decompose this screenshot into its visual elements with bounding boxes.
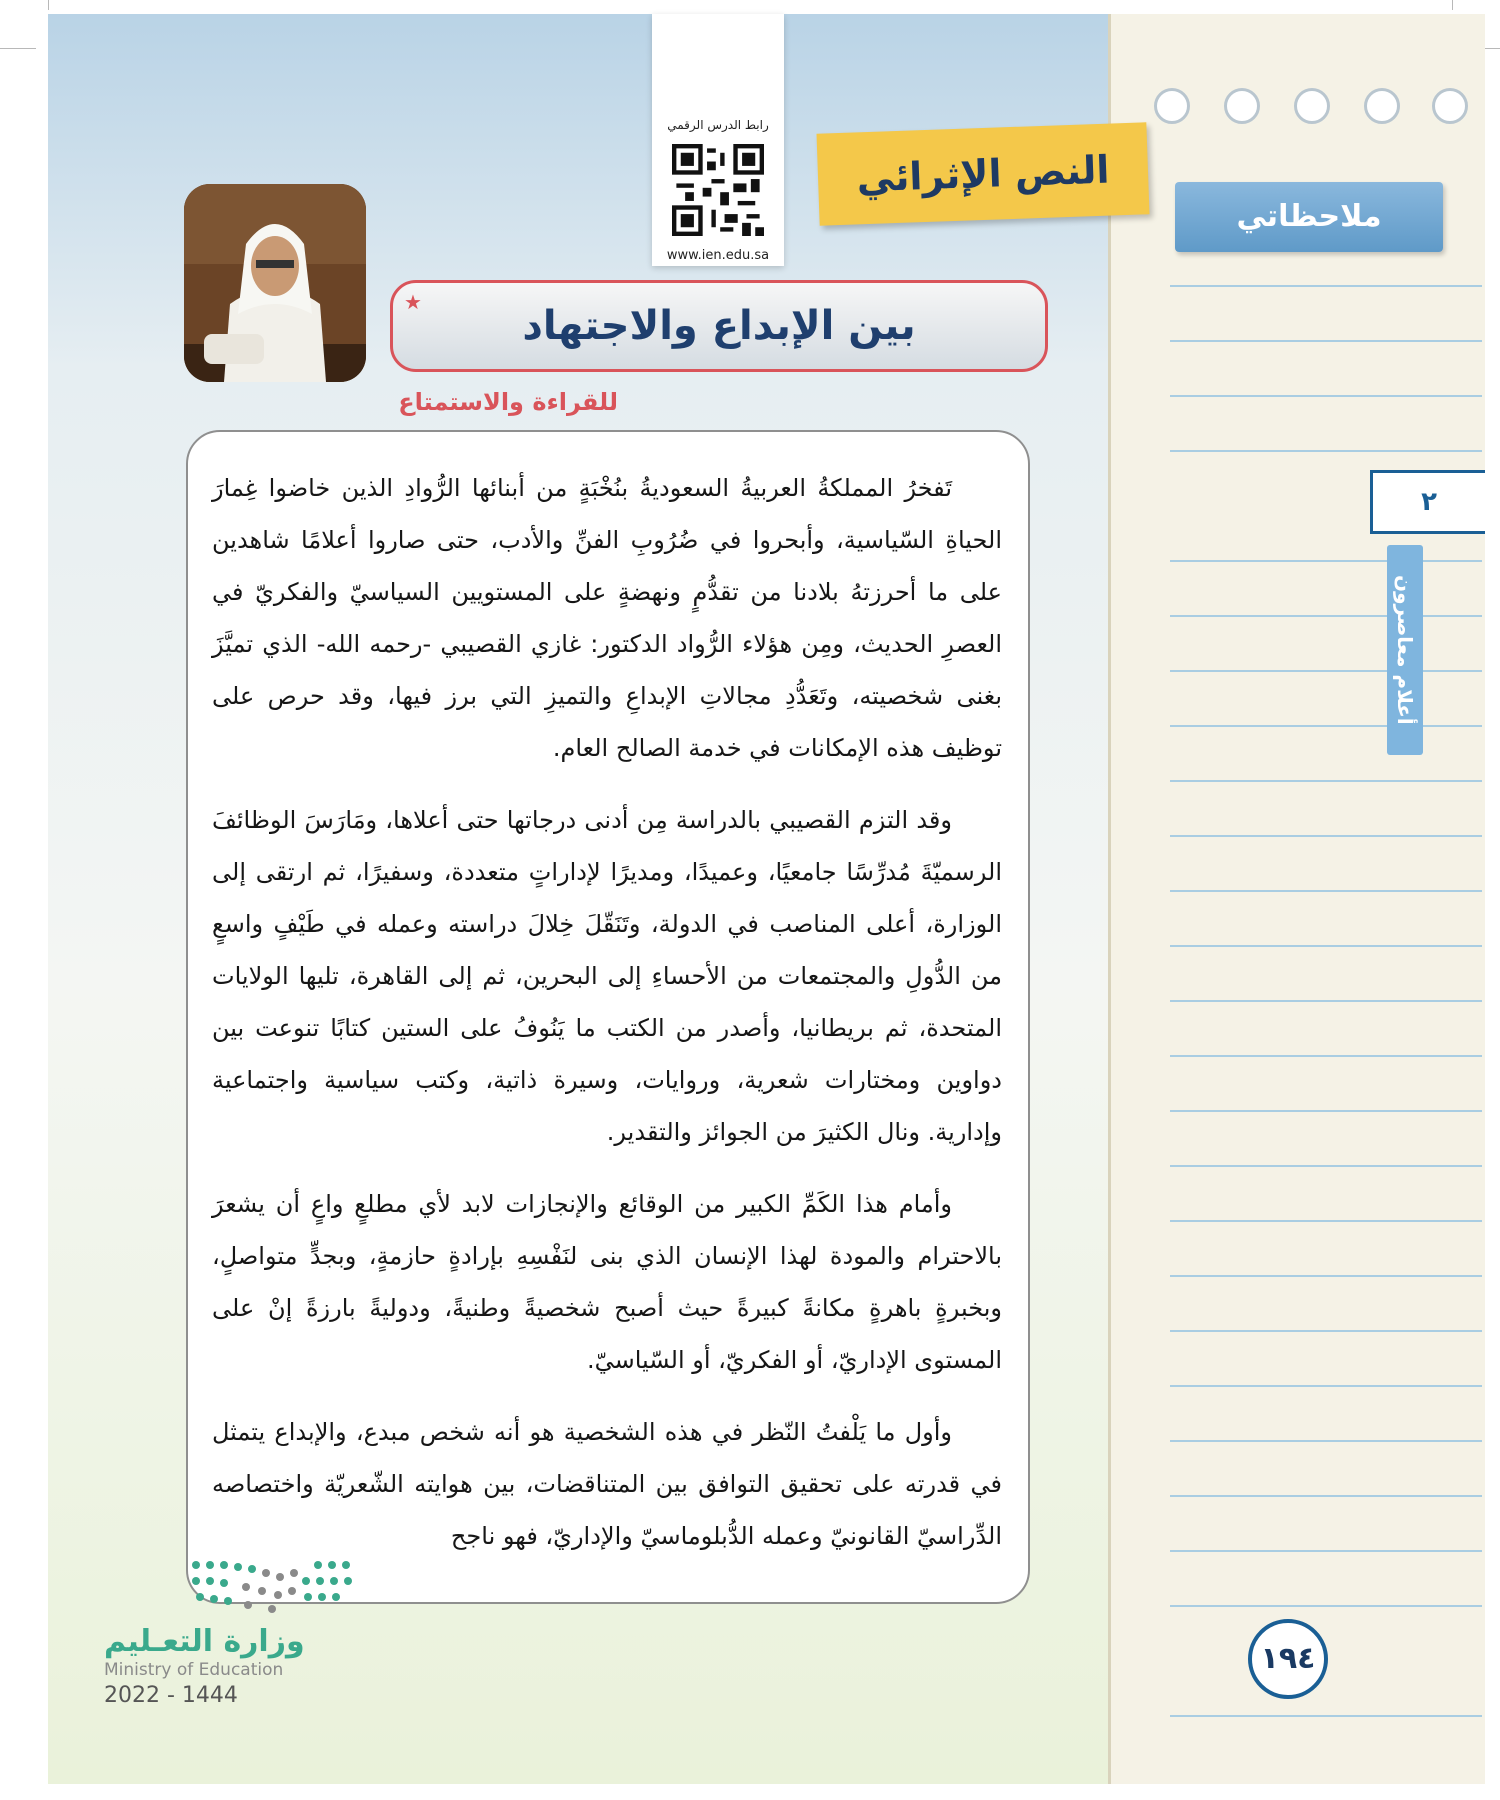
ministry-name-arabic: وزارة التعـليم bbox=[104, 1624, 305, 1659]
lesson-subtitle: للقراءة والاستمتاع bbox=[398, 388, 618, 416]
notes-line bbox=[1170, 1275, 1482, 1277]
notes-line bbox=[1170, 890, 1482, 892]
crop-mark bbox=[0, 48, 36, 49]
notes-line bbox=[1170, 1000, 1482, 1002]
section-banner: النص الإثرائي bbox=[816, 122, 1149, 225]
notes-line bbox=[1170, 1165, 1482, 1167]
lesson-title-box bbox=[390, 280, 1048, 372]
notes-line bbox=[1170, 945, 1482, 947]
binder-hole bbox=[1154, 88, 1190, 124]
edition-year: 2022 - 1444 bbox=[104, 1683, 238, 1708]
author-photo bbox=[184, 184, 366, 382]
qr-url[interactable]: www.ien.edu.sa bbox=[666, 248, 770, 263]
notes-line bbox=[1170, 1110, 1482, 1112]
notes-line bbox=[1170, 670, 1482, 672]
paragraph: تَفخرُ المملكةُ العربيةُ السعوديةُ بنُخْبَةٍ من أبنائها الرُّوادِ الذين خاضوا غِمارَ الحياةِ السّياسية، وأبحروا في ضُرُوبِ الفنِّ والأدب، حتى صاروا أعلامًا شاهدين على ما أحرزتهُ بلادنا من تقدُّمٍ ونهضةٍ على المستويين السياسيّ والفكريّ في العصرِ الحديث، ومِن هؤلاء الرُّواد الدكتور: غازي القصيبي -رحمه الله- الذي تميَّزَ بغنى شخصيته، وتَعَدُّدِ مجالاتِ الإبداعِ والتميزِ التي برز فيها، وقد حرص على توظيف هذه الإمكانات في خدمة الصالح العام. bbox=[212, 474, 1002, 762]
author-portrait-image bbox=[184, 184, 366, 382]
paragraph: وأمام هذا الكَمِّ الكبير من الوقائع والإنجازات لابد لأي مطلعٍ واعٍ أن يشعرَ بالاحترام والمودة لهذا الإنسان الذي بنى لنَفْسِهِ بإرادةٍ حازمةٍ، وبجدٍّ متواصلٍ، وبخبرةٍ باهرةٍ مكانةً كبيرةً حيث أصبح شخصيةً وطنيةً، ودوليةً بارزةً إنْ على المستوى الإداريّ، أو الفكريّ، أو السّياسيّ. bbox=[212, 1190, 1002, 1374]
notes-line bbox=[1170, 1055, 1482, 1057]
ministry-name-english: Ministry of Education bbox=[104, 1660, 284, 1680]
notes-line bbox=[1170, 615, 1482, 617]
notes-line bbox=[1170, 1715, 1482, 1717]
notes-line bbox=[1170, 1550, 1482, 1552]
notes-line bbox=[1170, 1605, 1482, 1607]
qr-card bbox=[652, 14, 784, 266]
ministry-dots-icon bbox=[188, 1555, 358, 1615]
notes-line bbox=[1170, 725, 1482, 727]
notes-line bbox=[1170, 450, 1482, 452]
paragraph: وأول ما يَلْفتُ النّظر في هذه الشخصية هو أنه شخص مبدع، والإبداع يتمثل في قدرته على تحقيق التوافق بين المتناقضات، بين هوايته الشّعريّة واختصاصه الدِّراسيّ القانونيّ وعمله الدُّبلوماسيّ والإداريّ، فهو ناجح bbox=[212, 1418, 1002, 1550]
notes-line bbox=[1170, 780, 1482, 782]
lesson-title: بين الإبداع والاجتهاد bbox=[522, 303, 916, 349]
notes-line bbox=[1170, 395, 1482, 397]
notes-line bbox=[1170, 1330, 1482, 1332]
notes-line bbox=[1170, 1385, 1482, 1387]
unit-number: ٢ bbox=[1370, 470, 1485, 534]
page-number: ١٩٤ bbox=[1248, 1619, 1328, 1699]
star-icon: ★ bbox=[404, 290, 422, 314]
notes-line bbox=[1170, 1440, 1482, 1442]
unit-title: أعلام معاصرون bbox=[1387, 545, 1423, 755]
binder-hole bbox=[1224, 88, 1260, 124]
notes-line bbox=[1170, 560, 1482, 562]
binder-hole bbox=[1294, 88, 1330, 124]
notes-line bbox=[1170, 835, 1482, 837]
crop-mark bbox=[1452, 0, 1453, 10]
notes-line bbox=[1170, 285, 1482, 287]
notes-tab: ملاحظاتي bbox=[1175, 182, 1443, 252]
notes-panel bbox=[1108, 14, 1485, 1784]
paragraph: وقد التزم القصيبي بالدراسة مِن أدنى درجاتها حتى أعلاها، ومَارَسَ الوظائفَ الرسميّةَ مُدرِّسًا جامعيًا، وعميدًا، ومديرًا لإداراتٍ متعددة، وسفيرًا، ثم ارتقى إلى الوزارة، أعلى المناصب في الدولة، وتَنَقّلَ خِلالَ دراسته وعمله في طَيْفٍ واسعٍ من الدُّولِ والمجتمعات من الأحساءِ إلى البحرين، ثم إلى القاهرة، تليها الولايات المتحدة، ثم بريطانيا، وأصدر من الكتب ما يَنُوفُ على الستين كتابًا تنوعت بين دواوين ومختارات شعرية، وروايات، وسيرة ذاتية، وكتب سياسية واجتماعية وإدارية. ونال الكثيرَ من الجوائز والتقدير. bbox=[212, 806, 1002, 1146]
binder-hole bbox=[1432, 88, 1468, 124]
binder-hole bbox=[1364, 88, 1400, 124]
qr-label: رابط الدرس الرقمي bbox=[667, 118, 769, 132]
notes-line bbox=[1170, 1220, 1482, 1222]
crop-mark bbox=[48, 0, 49, 10]
notes-line bbox=[1170, 1495, 1482, 1497]
qr-code-icon[interactable] bbox=[672, 144, 764, 236]
notes-line bbox=[1170, 340, 1482, 342]
lesson-body bbox=[212, 462, 1002, 1582]
